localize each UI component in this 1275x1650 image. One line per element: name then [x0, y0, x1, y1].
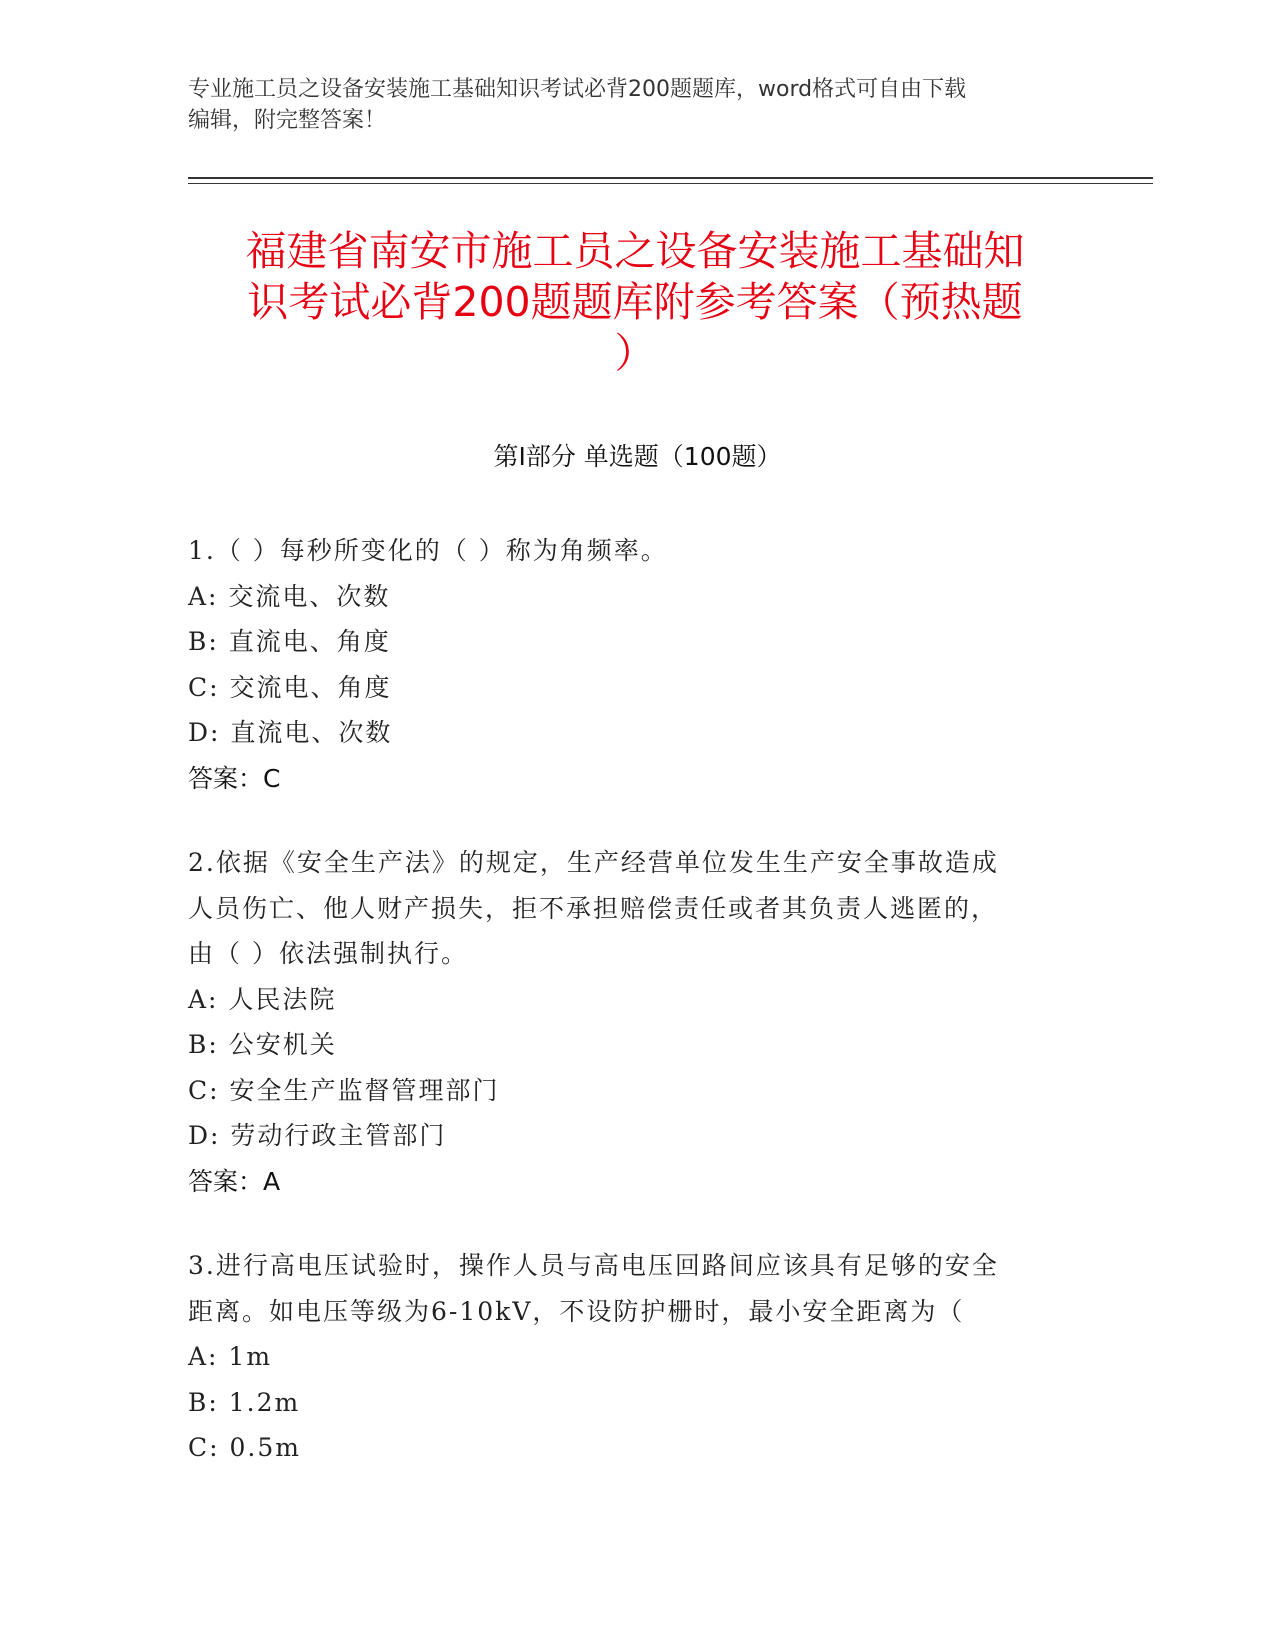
option-c: C: 交流电、角度	[188, 672, 392, 702]
option-d: D: 直流电、次数	[188, 718, 393, 747]
option-a: A: 交流电、次数	[188, 581, 391, 611]
option-a: A: 人民法院	[188, 984, 337, 1014]
question-stem: 距离。如电压等级为6-10kV，不设防护栅时，最小安全距离为（	[188, 1296, 965, 1326]
document-header	[188, 74, 1068, 136]
header-divider-thin	[188, 183, 1153, 184]
option-b: B: 直流电、角度	[188, 627, 391, 656]
question-list	[188, 528, 1068, 1510]
title-line: 福建省南安市施工员之设备安装施工基础知	[245, 227, 1025, 275]
option-b: B: 公安机关	[188, 1030, 337, 1059]
question-stem: 人员伤亡、他人财产损失，拒不承担赔偿责任或者其负责人逃匿的，	[188, 893, 999, 923]
question-stem: 2.依据《安全生产法》的规定，生产经营单位发生生产安全事故造成	[188, 848, 999, 877]
question-stem: 1.（ ）每秒所变化的（ ）称为角频率。	[188, 536, 668, 565]
header-line: 专业施工员之设备安装施工基础知识考试必背200题题库，word格式可自由下载	[188, 77, 967, 102]
option-c: C: 0.5m	[188, 1433, 301, 1462]
title-line: ）	[614, 329, 656, 377]
header-line: 编辑，附完整答案！	[188, 108, 387, 133]
option-d: D: 劳动行政主管部门	[188, 1121, 447, 1150]
question-2	[188, 840, 1068, 1204]
title-line: 识考试必背200题题库附参考答案（预热题	[247, 278, 1023, 326]
option-b: B: 1.2m	[188, 1387, 301, 1417]
header-divider-thick	[188, 177, 1153, 179]
answer-text: 答案：C	[188, 763, 281, 793]
document-title	[195, 226, 1075, 379]
question-3	[188, 1243, 1068, 1471]
question-stem: 3.进行高电压试验时，操作人员与高电压回路间应该具有足够的安全	[188, 1251, 999, 1280]
question-1	[188, 528, 1068, 801]
option-c: C: 安全生产监督管理部门	[188, 1075, 500, 1105]
question-stem: 由（ ）依法强制执行。	[188, 939, 468, 968]
answer-text: 答案：A	[188, 1166, 281, 1196]
section-heading: 第I部分 单选题（100题）	[493, 442, 782, 471]
option-a: A: 1m	[188, 1342, 273, 1371]
